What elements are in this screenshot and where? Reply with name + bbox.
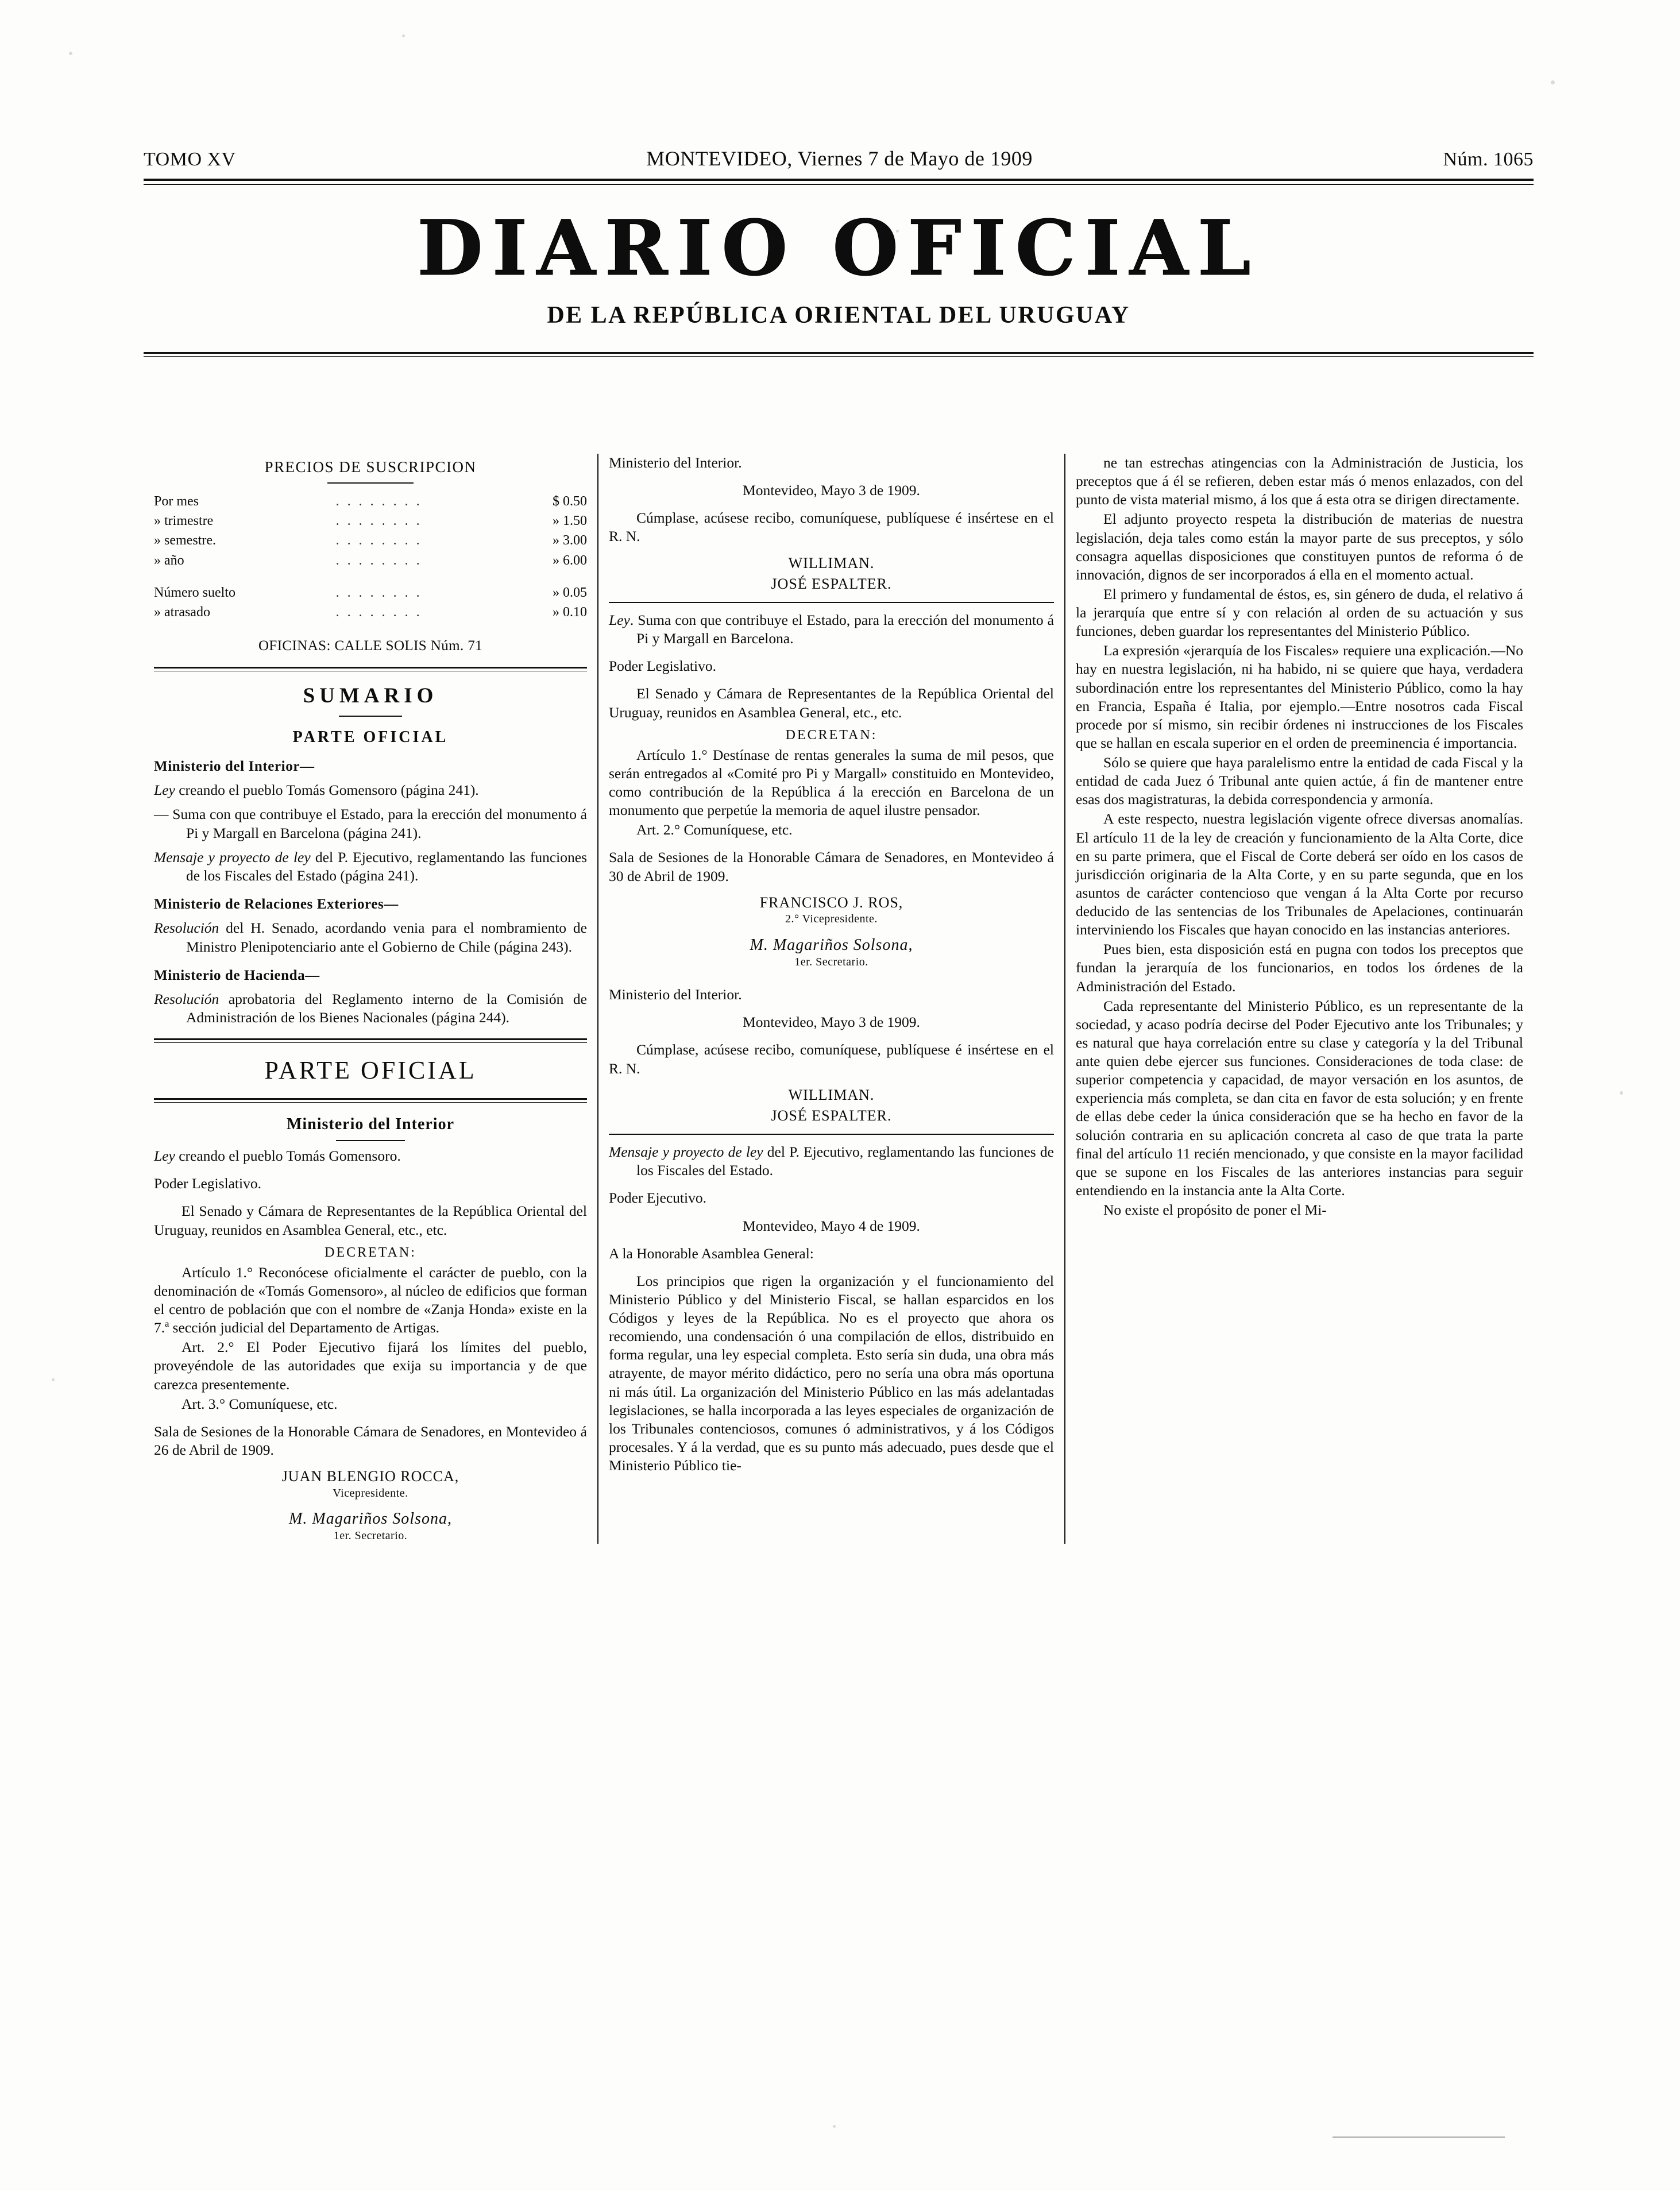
signer-name: JUAN BLENGIO ROCCA, [281,1468,459,1485]
table-row [154,551,587,570]
place-date-label: MONTEVIDEO, Viernes 7 de Mayo de 1909 [646,147,1033,170]
ministry-label-interior-2: Ministerio del Interior. [609,986,742,1003]
message-title [609,1143,1054,1180]
price-dots: . . . . . . . . [335,513,422,529]
summary-ministry-foreign: Ministerio de Relaciones Exteriores— [154,896,399,912]
summary-item-lead: Ley [154,782,175,799]
signer-role: 1er. Secretario. [333,1529,408,1543]
article-1-paragraph: Artículo 1.° Reconócese oficialmente el carácter de pueblo, con la denominación de «Tomás Gomensoro», al núcleo de edificios que forman el centro de población que con el nombre de «Zanja Honda» existe en la 7.ª sección judicial del Departamento de Artigas. [154,1263,587,1336]
masthead [144,146,1534,357]
price-amount: » 0.05 [553,585,587,600]
article-2-paragraph: Art. 2.° El Poder Ejecutivo fijará los límites del pueblo, proveyéndole de las autoridades que exija su importancia y de que carezca presentemente. [154,1339,587,1393]
decree-label: DECRETAN: [325,1245,416,1260]
signature-block [154,1467,587,1501]
divider [154,1098,587,1103]
signer-role: 2.° Vicepresidente. [785,913,878,926]
summary-item-text: del H. Senado, acordando venia para el nombramiento de Ministro Plenipotenciario ante el Gobierno de Chile (página 243). [186,919,587,955]
price-label: » año [154,552,184,568]
signer-name: M. Magariños Solsona, [750,936,913,954]
price-label: Por mes [154,494,199,509]
signature-block [609,554,1054,573]
body-paragraph: El adjunto proyecto respeta la distribución de materias de nuestra legislación, deja tales como están la mayor parte de sus preceptos, y sólo consagra aquellas disposiciones que constituyen puntos de reforma ó de innovación, dignos de ser incorporados á ella en el momento actual. [1076,511,1523,583]
law-title [154,1147,587,1165]
speck [402,34,405,37]
decree-label: DECRETAN: [785,727,878,743]
ministry-label-interior-1: Ministerio del Interior. [609,454,742,471]
speck [833,2125,836,2128]
price-dots: . . . . . . . . [335,585,422,600]
summary-item [154,805,587,842]
signer-name: WILLIMAN. [788,1086,875,1103]
body-paragraph: No existe el propósito de poner el Mi- [1103,1201,1327,1218]
divider [609,602,1054,603]
executive-power-label: Poder Ejecutivo. [609,1189,706,1207]
cumplase-paragraph-2: Cúmplase, acúsese recibo, comuníquese, publíquese é insértese en el R. N. [609,1041,1054,1077]
signer-name: WILLIMAN. [788,554,875,571]
speck [1620,1091,1623,1095]
summary-item [154,919,587,956]
message-body-paragraph: Los principios que rigen la organización y el funcionamiento del Ministerio Público y del Ministerio Fiscal, se hallan esparcidos en los Códigos y leyes de la República. No es el proyecto que ahora os recomiendo, una condensación ó una compilación de ellos, distribuido en forma regular, una ley especial completa. Esto sería sin duda, una obra más atrayente, de mayor mérito didáctico, pero no sería una obra más oportuna ni más útil. La organización del Ministerio Público en las más adelantadas legislaciones, se halla incorporada a las leyes especiales de organización de los Tribunales contenciosos, comunes ó administrativos, y á los Códigos procesales. Y á la verdad, que es su punto más adecuado, pues desde que el Ministerio Público tie- [609,1272,1054,1474]
summary-official-part-heading: PARTE OFICIAL [292,728,449,746]
price-dots: . . . . . . . . [335,552,422,568]
column-two [597,454,1065,1544]
summary-item [154,848,587,885]
summary-item-lead: Resolución [154,991,219,1008]
spacer [609,969,1054,986]
message-title-text: del P. Ejecutivo, reglamentando las funciones de los Fiscales del Estado. [636,1143,1054,1179]
price-amount: » 0.10 [553,605,587,620]
price-label: » atrasado [154,605,210,620]
session-hall-paragraph: Sala de Sesiones de la Honorable Cámara de Senadores, en Montevideo á 30 de Abril de 1909. [609,849,1054,884]
signature-block [609,935,1054,969]
price-dots: . . . . . . . . [335,533,422,548]
summary-item-text: Suma con que contribuye el Estado, para la erección del monumento á Pi y Margall en Barcelona (página 241). [168,806,587,841]
article-2-paragraph: Art. 2.° Comuníquese, etc. [636,821,793,838]
signature-block [609,1107,1054,1126]
price-amount: » 6.00 [553,552,587,568]
issue-number-label: Núm. 1065 [1443,149,1534,170]
signer-name: JOSÉ ESPALTER. [771,575,892,593]
dateline-1: Montevideo, Mayo 3 de 1909. [743,482,920,499]
price-amount: $ 0.50 [553,494,587,509]
summary-item [154,781,587,799]
dateline-2: Montevideo, Mayo 3 de 1909. [743,1014,920,1031]
preamble-paragraph: El Senado y Cámara de Representantes de la República Oriental del Uruguay, reunidos en Asamblea General, etc., etc. [154,1203,587,1238]
divider [327,482,414,484]
law-title [609,611,1054,648]
body-paragraph: La expresión «jerarquía de los Fiscales» requiere una explicación.—No hay en nuestra legislación, ni ha habido, ni se quiere que haya, verdadera subordinación entre los representantes del Ministerio Público, como la hay en Francia, España é Italia, por ejemplo.—Entre nosotros cada Fiscal procede por sí mismo, sin recibir órdenes ni instrucciones de los Fiscales que se hallan en escala superior en el orden de preeminencia é importancia. [1076,642,1523,751]
law-lead: Ley [154,1147,175,1165]
price-label: » semestre. [154,533,216,548]
summary-item [154,990,587,1027]
column-one [144,454,597,1544]
message-lead: Mensaje y proyecto de ley [609,1143,763,1161]
table-row [154,570,587,583]
summary-item-lead: Mensaje y proyecto de ley [154,848,311,865]
divider [339,716,402,717]
page-footer-mark [1333,2136,1505,2138]
signer-name: FRANCISCO J. ROS, [759,894,903,911]
subscription-heading: PRECIOS DE SUSCRIPCION [264,458,477,476]
column-three [1065,454,1534,1544]
masthead-bottom-divider [144,352,1534,357]
body-paragraph: Cada representante del Ministerio Público, es un representante de la sociedad, y acaso podría decirse del Poder Ejecutivo ante los Tribunales; y es natural que haya correlación entre su clase y categoría y la del Tribunal ante quien debe ejercer sus funciones. Consideraciones de toda clase: de superior competencia y capacidad, de mayor versación en los asuntos, de experiencia más completa, se dan cita en favor de esta solución; y en frente de ellas debe ceder la única consideración que se ha hecho en favor de la solución contraria en su aplicación concreta al caso de que trata la parte final del artículo 11 recién mencionado, y que consiste en la mayor facilidad que se supone en los Fiscales de las anteriores instancias para seguir entendiendo en la instancia ante la Alta Corte. [1076,997,1523,1199]
speck [69,52,72,55]
signer-name: JOSÉ ESPALTER. [771,1107,892,1125]
cumplase-paragraph-1: Cúmplase, acúsese recibo, comuníquese, publíquese é insértese en el R. N. [609,509,1054,545]
law-title-text: creando el pueblo Tomás Gomensoro. [175,1147,401,1165]
body-columns [144,454,1534,1544]
table-row [154,492,587,511]
signature-block [609,575,1054,594]
price-dots: . . . . . . . . [335,494,422,509]
official-part-title: PARTE OFICIAL [264,1056,477,1085]
summary-heading: SUMARIO [303,683,438,708]
summary-ministry-treasury: Ministerio de Hacienda— [154,967,320,983]
summary-item-text: aprobatoria del Reglamento interno de la Comisión de Administración de los Bienes Nacionales (página 244). [186,991,587,1026]
article-3-paragraph: Art. 3.° Comuníquese, etc. [181,1395,338,1412]
price-label: » trimestre [154,513,214,529]
masthead-divider [144,179,1534,185]
preamble-paragraph: El Senado y Cámara de Representantes de la República Oriental del Uruguay, reunidos en Asamblea General, etc., etc. [609,685,1054,721]
row-spacer [154,570,587,583]
subscription-price-table [154,492,587,622]
divider [154,667,587,671]
table-row [154,511,587,531]
body-paragraph: ne tan estrechas atingencias con la Administración de Justicia, los preceptos que á él se refieren, deben estar más ó menos enlazados, con del punto de vista material mismo, á los que á esta otra se dirigen directamente. [1076,454,1523,508]
summary-ministry-interior: Ministerio del Interior— [154,758,315,774]
signature-block [609,894,1054,927]
summary-item-text: creando el pueblo Tomás Gomensoro (página 241). [175,782,479,799]
table-row [154,602,587,622]
speck [52,1378,55,1381]
dateline-3: Montevideo, Mayo 4 de 1909. [743,1217,920,1234]
body-paragraph: Sólo se quiere que haya paralelismo entre la entidad de cada Fiscal y la entidad de cada Juez ó Tribunal ante quien actúe, á fin de mantener entre esas dos magistraturas, la debida correspondencia y armonía. [1076,754,1523,808]
body-paragraph: Pues bien, esta disposición está en pugna con todos los preceptos que fundan la jerarquía de los funcionarios, en todos los órdenes de la Administración del Estado. [1076,941,1523,995]
masthead-line [144,146,1534,171]
signer-role: 1er. Secretario. [794,955,868,968]
page-subtitle: DE LA REPÚBLICA ORIENTAL DEL URUGUAY [547,302,1130,329]
offices-address: OFICINAS: CALLE SOLIS Núm. 71 [258,638,483,654]
price-amount: » 3.00 [553,533,587,548]
divider [336,1140,405,1141]
addressee-label: A la Honorable Asamblea General: [609,1245,814,1262]
table-row [154,531,587,550]
summary-item-text: del P. Ejecutivo, reglamentando las funciones de los Fiscales del Estado (página 241). [186,848,587,884]
body-paragraph: El primero y fundamental de éstos, es, sin género de duda, el relativo á la jerarquía que entre sí y con relación al orden de su actuación y sus funciones, deben guardar los representantes del Ministerio Público. [1076,585,1523,640]
divider [154,1038,587,1043]
speck [1551,80,1555,84]
signer-role: Vicepresidente. [333,1486,408,1500]
table-row [154,583,587,602]
session-hall-paragraph: Sala de Sesiones de la Honorable Cámara de Senadores, en Montevideo á 26 de Abril de 1909. [154,1423,587,1458]
signature-block [154,1509,587,1543]
article-1-paragraph: Artículo 1.° Destínase de rentas generales la suma de mil pesos, que serán entregados al «Comité pro Pi y Margall» constituido en Montevideo, como contribución de la República á la erección en Barcelona de un monumento que perpetúe la memoria de aquel ilustre pensador. [609,746,1054,819]
signer-name: M. Magariños Solsona, [289,1510,452,1528]
law-lead: Ley [609,612,630,628]
price-dots: . . . . . . . . [335,605,422,620]
summary-item-lead: — [154,806,169,823]
page-title: DIARIO OFICIAL [417,204,1260,293]
body-paragraph: A este respecto, nuestra legislación vigente ofrece diversas anomalías. El artículo 11 de la ley de creación y funcionamiento de la Alta Corte, dice en su parte primera, que el Fiscal de Corte deberá ser oído en los casos de jurisdicción originaria de la Alta Corte, y en su parte segunda, que en los asuntos de carácter contencioso que vengan á la Alta Corte por recurso deducido de las sentencias de los Tribunales de Apelaciones, continuarán interviniendo los Fiscales que hayan conocido en las instancias anteriores. [1076,810,1523,938]
summary-item-lead: Resolución [154,919,219,937]
legislative-power-label: Poder Legislativo. [154,1175,261,1192]
price-label: Número suelto [154,585,235,600]
law-title-text: . Suma con que contribuye el Estado, para la erección del monumento á Pi y Margall en Barcelona. [629,612,1054,647]
volume-label: TOMO XV [144,149,236,170]
signature-block [609,1086,1054,1105]
legislative-power-label: Poder Legislativo. [609,658,716,675]
ministry-heading-interior: Ministerio del Interior [286,1115,455,1133]
divider [609,1134,1054,1135]
price-amount: » 1.50 [553,513,587,529]
